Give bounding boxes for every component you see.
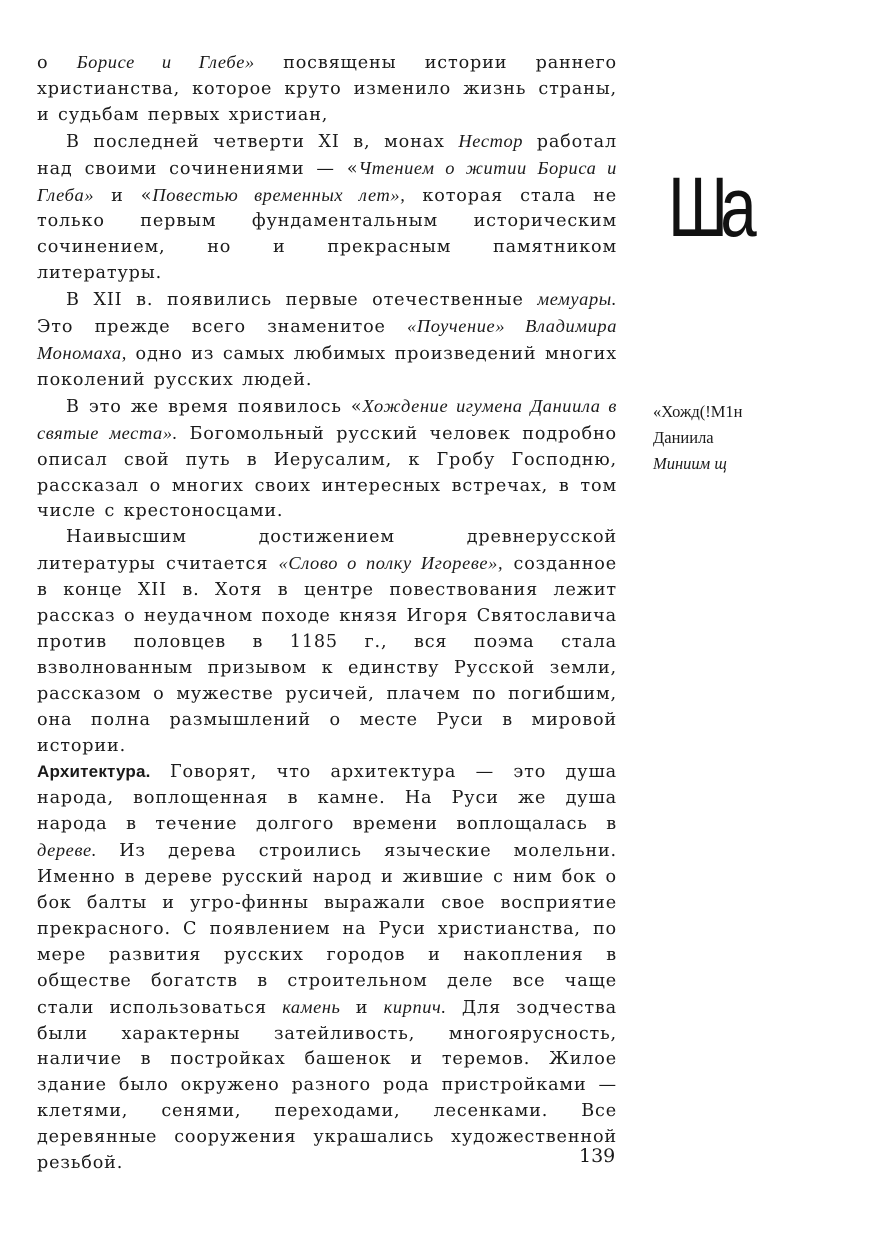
margin-note-line: Миниим щ bbox=[653, 454, 727, 473]
paragraph-memoirs bbox=[37, 287, 617, 394]
italic-text: Чтением о житии Бориса и Глеба» bbox=[37, 157, 617, 205]
italic-text: мемуары. bbox=[537, 289, 617, 310]
italic-text: дереве. bbox=[37, 840, 97, 861]
italic-text: Хождение игумена Даниила в святые места». bbox=[37, 395, 617, 443]
text: В последней четверти XI в, монах bbox=[66, 131, 459, 152]
text: созданное в конце XII в. Хотя в центре повествования лежит рассказ о неудачном походе князя Игоря Святославича против половцев в 1185 г., вся поэма стала взволнованным призывом к единству Русской земли, рассказом о мужестве русичей, плачем по погибшим, она полна размышлений о месте Руси в мировой истории. bbox=[37, 554, 617, 756]
paragraph-architecture bbox=[37, 759, 617, 1177]
text: Наивысшим достижением древнерусской литературы считается bbox=[37, 527, 617, 575]
paragraph-daniil bbox=[37, 394, 617, 526]
paragraph-boris-gleb bbox=[37, 50, 617, 129]
text: работал над своими сочинениями — « bbox=[37, 131, 617, 179]
text: Говорят, что архитектура — это душа народа, воплощенная в камне. На Руси же душа народа в течение долгого времени воплощалась в bbox=[37, 762, 617, 835]
text: Богомольный русский человек подробно описал свой путь в Иерусалим, к Гробу Господню, рассказал о многих своих интересных встречах, в том числе с крестоносцами. bbox=[37, 423, 617, 522]
text: и « bbox=[94, 185, 153, 206]
text: Это прежде всего знаменитое bbox=[37, 317, 408, 338]
text: В это же время появилось « bbox=[66, 396, 363, 417]
text: о bbox=[37, 53, 77, 73]
text: В XII в. появились первые отечественные bbox=[66, 290, 538, 311]
italic-text: «Поучение» Владимира Мономаха, bbox=[37, 316, 617, 363]
text: Из дерева строились языческие молельни. Именно в дереве русский народ и жившие с ним бок о бок балты и угро-финны выражали свое восприятие прекрасного. С появлением на Руси христианства, по мере развития русских городов и накопления в обществе богатств в строительном деле все чаще стали использоваться bbox=[37, 841, 617, 1018]
text: которая стала не только первым фундаментальным историческим сочинением, но и прекрасным памятником литературы. bbox=[37, 185, 617, 284]
margin-note-line: Даниила bbox=[653, 428, 714, 447]
main-text-column bbox=[37, 50, 617, 1177]
section-heading: Архитектура. bbox=[37, 762, 151, 782]
italic-text: камень bbox=[282, 996, 341, 1017]
paragraph-igor bbox=[37, 525, 617, 759]
italic-text: кирпич. bbox=[383, 996, 447, 1017]
page-number: 139 bbox=[579, 1145, 616, 1167]
text: одно из самых любимых произведений многих поколений русских людей. bbox=[37, 343, 617, 390]
text: и bbox=[340, 997, 384, 1018]
margin-note bbox=[653, 399, 768, 477]
text: посвящены истории раннего христианства, которое круто изменило жизнь страны, и судьбам первых христиан, bbox=[37, 53, 617, 125]
italic-text: Повестью временных лет», bbox=[152, 184, 406, 205]
italic-text: Борисе и Глебе» bbox=[76, 52, 255, 72]
italic-text: Нестор bbox=[458, 130, 524, 151]
margin-glyph: Шa bbox=[668, 160, 749, 254]
italic-text: «Слово о полку Игореве», bbox=[278, 553, 504, 574]
margin-note-line: «Хожд(!М1н bbox=[653, 402, 743, 421]
text: Для зодчества были характерны затейливость, многоярусность, наличие в постройках башенок и теремов. Жилое здание было окружено разного рода пристройками — клетями, сенями, переходами, лесенками. Все деревянные сооружения украшались художественной резьбой. bbox=[37, 997, 617, 1174]
paragraph-nestor bbox=[37, 129, 617, 287]
